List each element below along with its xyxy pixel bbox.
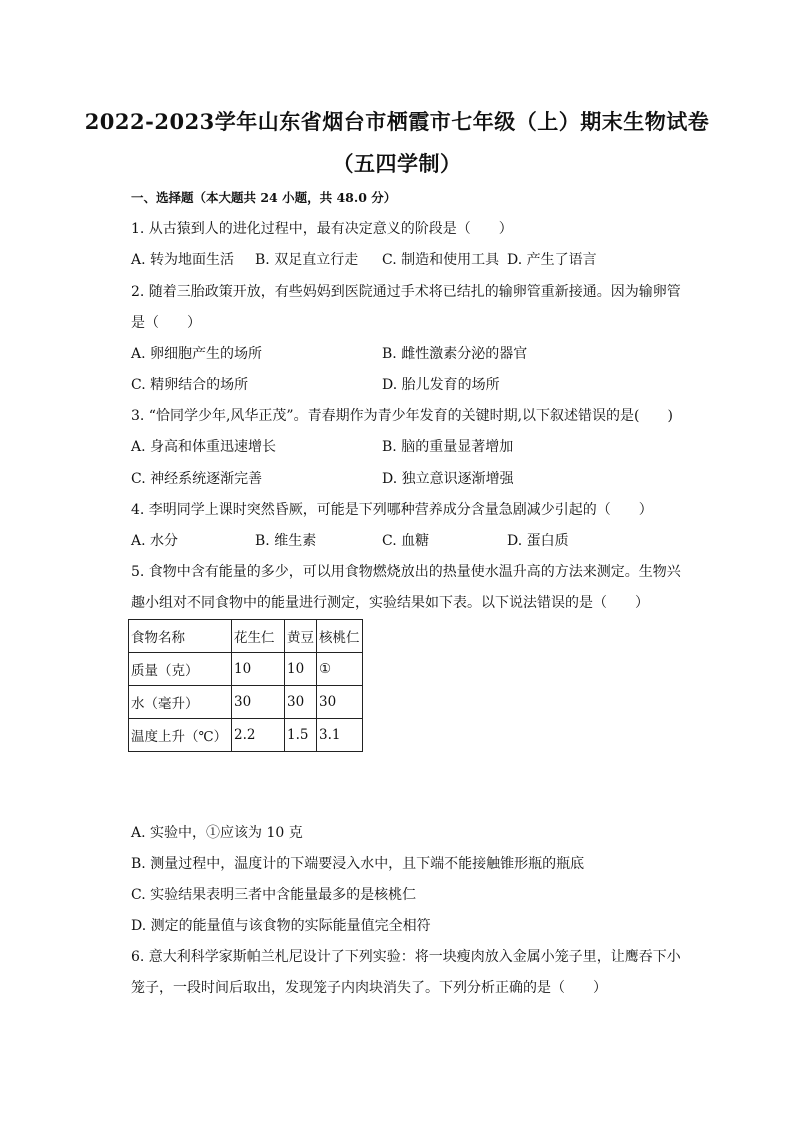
- table-cell: 2.2: [232, 719, 285, 752]
- question-2-option-b: B. 雌性激素分泌的器官: [382, 346, 528, 362]
- question-5-option-c: C. 实验结果表明三者中含能量最多的是核桃仁: [131, 887, 417, 903]
- question-1-option-b: B. 双足直立行走: [255, 252, 359, 268]
- question-6-stem-line2: 笼子，一段时间后取出，发现笼子内肉块消失了。下列分析正确的是（ ）: [131, 980, 607, 996]
- question-1-option-a: A. 转为地面生活: [131, 252, 235, 268]
- question-3-option-d: D. 独立意识逐渐增强: [382, 471, 514, 487]
- table-cell: 温度上升（℃）: [129, 719, 232, 752]
- table-cell: 30: [285, 686, 317, 719]
- exam-title-line1: 2022-2023学年山东省烟台市栖霞市七年级（上）期末生物试卷: [84, 109, 710, 134]
- question-2-option-a: A. 卵细胞产生的场所: [131, 346, 263, 362]
- question-1-option-c: C. 制造和使用工具: [382, 252, 500, 268]
- section-heading: 一、选择题（本大题共 24 小题，共 48.0 分）: [131, 190, 397, 205]
- exam-title-line2: （五四学制）: [332, 151, 462, 176]
- question-5-option-b: B. 测量过程中，温度计的下端要浸入水中，且下端不能接触锥形瓶的瓶底: [131, 856, 585, 872]
- table-row: [129, 719, 363, 752]
- question-5-stem-line1: 5. 食物中含有能量的多少，可以用食物燃烧放出的热量使水温升高的方法来测定。生物兴: [131, 564, 681, 580]
- question-3-option-b: B. 脑的重量显著增加: [382, 439, 514, 455]
- table-header-cell: 黄豆: [285, 620, 317, 653]
- table-cell: 30: [317, 686, 363, 719]
- table-cell: 水（毫升）: [129, 686, 232, 719]
- question-4-option-b: B. 维生素: [255, 533, 317, 549]
- question-1-option-d: D. 产生了语言: [507, 252, 597, 268]
- table-cell: 质量（克）: [129, 653, 232, 686]
- table-header-cell: 花生仁: [232, 620, 285, 653]
- question-4-stem: 4. 李明同学上课时突然昏厥，可能是下列哪种营养成分含量急剧减少引起的（ ）: [131, 502, 653, 518]
- energy-data-table: [128, 619, 363, 752]
- question-4-option-d: D. 蛋白质: [507, 533, 569, 549]
- question-3-stem: 3. “恰同学少年,风华正茂”。青春期作为青少年发育的关键时期,以下叙述错误的是( ): [131, 408, 673, 424]
- question-3-option-c: C. 神经系统逐渐完善: [131, 471, 263, 487]
- table-cell: 30: [232, 686, 285, 719]
- table-header-cell: 核桃仁: [317, 620, 363, 653]
- question-2-stem-line2: 是（ ）: [131, 315, 201, 331]
- table-header-row: [129, 620, 363, 653]
- question-5-option-d: D. 测定的能量值与该食物的实际能量值完全相符: [131, 918, 431, 934]
- question-2-option-d: D. 胎儿发育的场所: [382, 377, 500, 393]
- table-row: [129, 653, 363, 686]
- table-row: [129, 686, 363, 719]
- table-cell: 1.5: [285, 719, 317, 752]
- question-4-option-a: A. 水分: [131, 533, 179, 549]
- question-5-option-a: A. 实验中，①应该为 10 克: [131, 825, 303, 841]
- table-cell: 3.1: [317, 719, 363, 752]
- question-1-stem: 1. 从古猿到人的进化过程中，最有决定意义的阶段是（ ）: [131, 221, 513, 237]
- table-cell: ①: [317, 653, 363, 686]
- table-cell: 10: [285, 653, 317, 686]
- question-3-option-a: A. 身高和体重迅速增长: [131, 439, 277, 455]
- table-header-cell: 食物名称: [129, 620, 232, 653]
- question-6-stem-line1: 6. 意大利科学家斯帕兰札尼设计了下列实验：将一块瘦肉放入金属小笼子里，让鹰吞下小: [131, 949, 681, 965]
- question-5-stem-line2: 趣小组对不同食物中的能量进行测定，实验结果如下表。以下说法错误的是（ ）: [131, 595, 649, 611]
- question-4-option-c: C. 血糖: [382, 533, 430, 549]
- question-2-option-c: C. 精卵结合的场所: [131, 377, 249, 393]
- question-2-stem-line1: 2. 随着三胎政策开放，有些妈妈到医院通过手术将已结扎的输卵管重新接通。因为输卵管: [131, 284, 681, 300]
- table-cell: 10: [232, 653, 285, 686]
